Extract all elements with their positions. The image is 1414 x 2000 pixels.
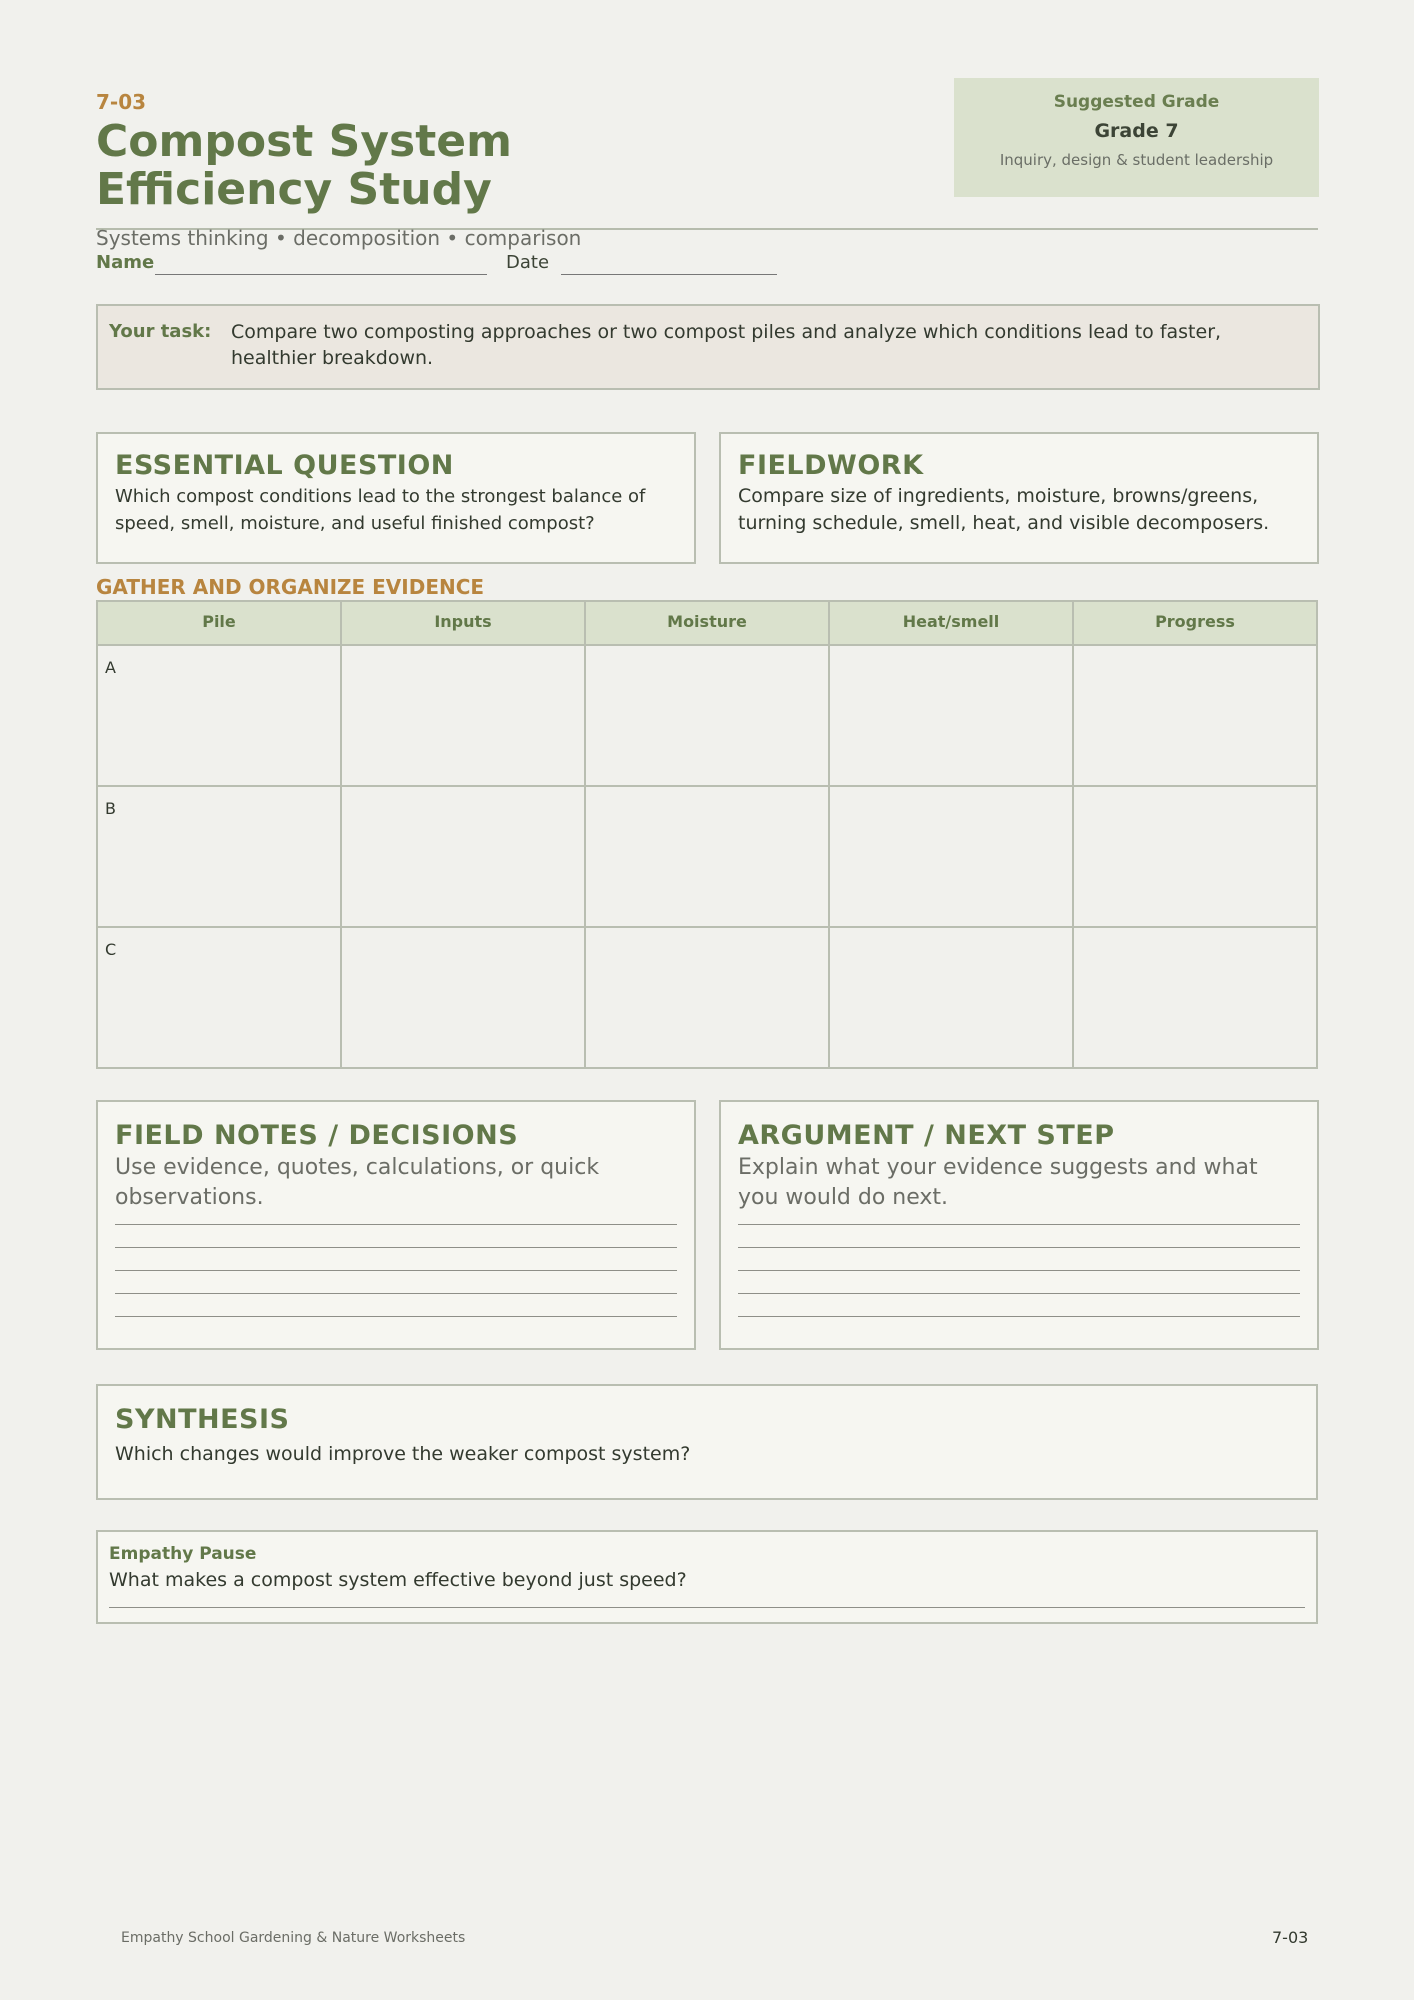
writing-line[interactable]: [115, 1316, 677, 1317]
field-notes-card: [96, 1100, 696, 1350]
table-row: [97, 645, 1317, 786]
row-label-cell[interactable]: A: [97, 645, 341, 786]
essential-question-text: Which compost conditions lead to the strongest balance of speed, smell, moisture, and useful finished compost?: [115, 486, 646, 534]
fieldwork-heading: FIELDWORK: [738, 450, 924, 481]
column-header: Moisture: [585, 601, 829, 645]
page-title: Compost System Efficiency Study: [96, 116, 512, 215]
column-header: Pile: [97, 601, 341, 645]
page-subtitle: Systems thinking • decomposition • comparison: [96, 226, 582, 250]
essential-question-card: [96, 432, 696, 564]
name-label: Name: [96, 252, 155, 273]
table-cell[interactable]: [1073, 927, 1317, 1068]
table-cell[interactable]: [341, 645, 585, 786]
grade-label: Suggested Grade: [1053, 92, 1220, 112]
task-label: Your task:: [109, 321, 212, 342]
table-cell[interactable]: [585, 645, 829, 786]
evidence-table: [96, 600, 1318, 1069]
table-cell[interactable]: [1073, 786, 1317, 927]
task-text: Compare two composting approaches or two compost piles and analyze which conditions lead to faster, healthier breakdown.: [231, 321, 1222, 369]
footer-publisher: Empathy School Gardening & Nature Worksheets: [121, 1930, 466, 1946]
essential-question-heading: ESSENTIAL QUESTION: [115, 450, 454, 481]
writing-line[interactable]: [115, 1270, 677, 1271]
table-header-row: [97, 601, 1317, 645]
grade-description: Inquiry, design & student leadership: [999, 151, 1274, 169]
writing-lines[interactable]: [738, 1224, 1300, 1317]
argument-heading: ARGUMENT / NEXT STEP: [738, 1120, 1115, 1151]
column-header: Progress: [1073, 601, 1317, 645]
table-cell[interactable]: [585, 927, 829, 1068]
row-label-cell[interactable]: B: [97, 786, 341, 927]
worksheet-code: 7-03: [96, 90, 147, 114]
writing-line[interactable]: [115, 1293, 677, 1294]
writing-line[interactable]: [109, 1607, 1305, 1608]
writing-line[interactable]: [738, 1270, 1300, 1271]
writing-lines[interactable]: [115, 1224, 677, 1317]
field-notes-prompt: Use evidence, quotes, calculations, or quick observations.: [115, 1155, 600, 1210]
footer-page-code: 7-03: [1272, 1928, 1309, 1947]
empathy-pause-question: What makes a compost system effective beyond just speed?: [109, 1569, 687, 1591]
writing-line[interactable]: [115, 1247, 677, 1248]
evidence-heading: GATHER AND ORGANIZE EVIDENCE: [96, 575, 485, 599]
grade-value: Grade 7: [1094, 120, 1179, 142]
column-header: Heat/smell: [829, 601, 1073, 645]
argument-prompt: Explain what your evidence suggests and what you would do next.: [738, 1155, 1258, 1210]
empathy-pause-card: [96, 1530, 1318, 1624]
table-cell[interactable]: [341, 786, 585, 927]
synthesis-card: [96, 1384, 1318, 1500]
table-cell[interactable]: [341, 927, 585, 1068]
empathy-pause-label: Empathy Pause: [109, 1544, 257, 1564]
fieldwork-card: [719, 432, 1319, 564]
field-notes-heading: FIELD NOTES / DECISIONS: [115, 1120, 519, 1151]
task-box: [96, 304, 1320, 390]
writing-line[interactable]: [738, 1316, 1300, 1317]
argument-card: [719, 1100, 1319, 1350]
writing-line[interactable]: [738, 1224, 1300, 1225]
name-field[interactable]: [155, 274, 487, 275]
writing-line[interactable]: [115, 1224, 677, 1225]
date-field[interactable]: [561, 274, 777, 275]
grade-box: [954, 78, 1319, 197]
table-cell[interactable]: [585, 786, 829, 927]
synthesis-text: Which changes would improve the weaker compost system?: [115, 1443, 691, 1465]
table-cell[interactable]: [829, 645, 1073, 786]
row-label-cell[interactable]: C: [97, 927, 341, 1068]
synthesis-heading: SYNTHESIS: [115, 1404, 290, 1435]
table-cell[interactable]: [1073, 645, 1317, 786]
column-header: Inputs: [341, 601, 585, 645]
fieldwork-text: Compare size of ingredients, moisture, browns/greens, turning schedule, smell, heat, and visible decomposers.: [738, 485, 1270, 534]
table-cell[interactable]: [829, 927, 1073, 1068]
table-row: [97, 786, 1317, 927]
writing-line[interactable]: [738, 1247, 1300, 1248]
writing-line[interactable]: [738, 1293, 1300, 1294]
table-row: [97, 927, 1317, 1068]
date-label: Date: [506, 252, 550, 273]
table-cell[interactable]: [829, 786, 1073, 927]
